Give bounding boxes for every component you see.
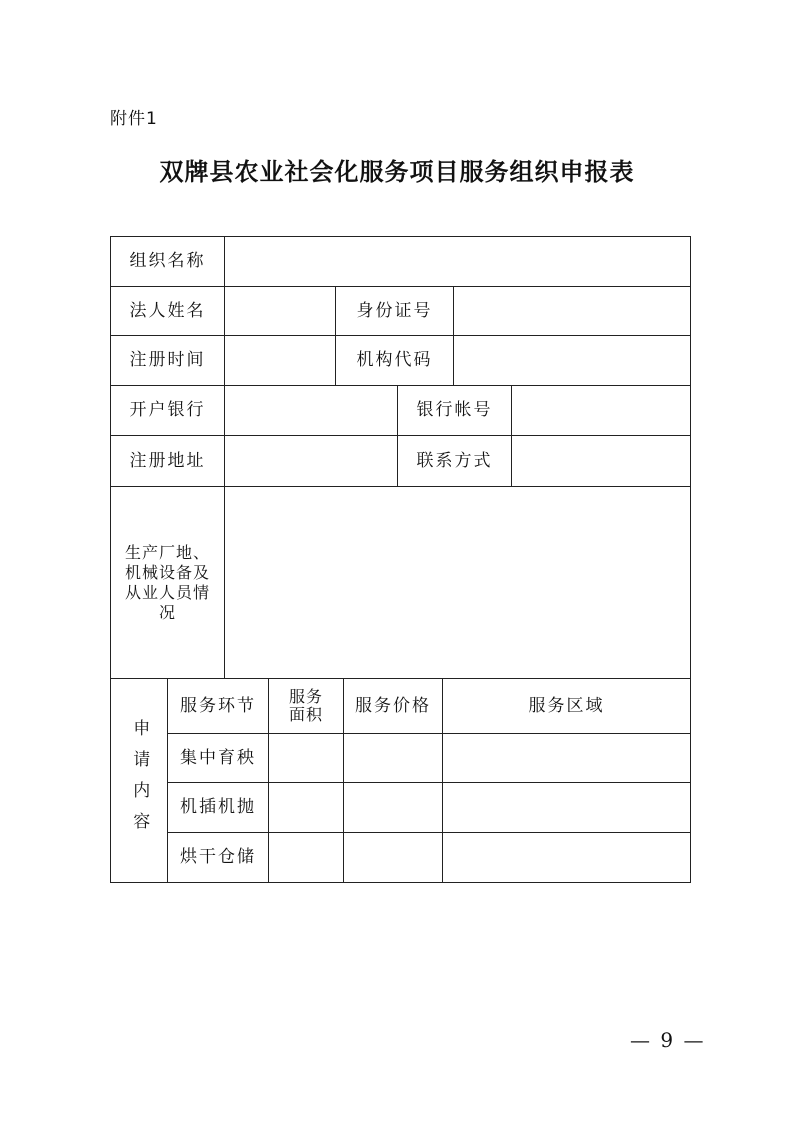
legal-person-label: 法人姓名 [129, 300, 206, 321]
bank-label: 开户银行 [129, 400, 206, 421]
contact-label: 联系方式 [416, 450, 493, 471]
service-area-header [269, 679, 343, 733]
attachment-label: 附件1 [110, 109, 158, 129]
application-section-label: 申请内容 [129, 718, 150, 843]
production-label-line: 机械设备及 [124, 562, 210, 582]
registration-time-label: 注册时间 [129, 350, 206, 371]
service-region-cell[interactable] [443, 833, 690, 882]
production-label-line: 生产厂地、 [124, 542, 210, 562]
table-border-bottom [110, 882, 691, 883]
institution-code-field[interactable] [454, 336, 690, 385]
institution-code-label: 机构代码 [356, 350, 433, 371]
org-name-field[interactable] [225, 237, 690, 286]
bank-field[interactable] [225, 386, 397, 435]
registered-address-label: 注册地址 [129, 450, 206, 471]
service-segment-cell: 机插机抛 [180, 797, 256, 818]
bank-account-field[interactable] [512, 386, 690, 435]
service-area-cell[interactable] [269, 783, 343, 832]
production-label-line: 况 [158, 602, 176, 622]
bank-account-label: 银行帐号 [416, 400, 493, 421]
id-number-field[interactable] [454, 287, 690, 335]
service-area-header-line: 服务 [288, 686, 323, 706]
service-price-cell[interactable] [344, 734, 442, 782]
form-title: 双牌县农业社会化服务项目服务组织申报表 [159, 157, 635, 186]
production-field[interactable] [225, 487, 690, 678]
service-region-cell[interactable] [443, 734, 690, 782]
service-segment-cell: 烘干仓储 [180, 847, 256, 868]
service-area-header-line: 面积 [288, 705, 323, 724]
service-region-cell[interactable] [443, 783, 690, 832]
service-segment-header: 服务环节 [180, 695, 256, 716]
service-price-cell[interactable] [344, 783, 442, 832]
production-label [111, 487, 224, 678]
service-price-header: 服务价格 [355, 695, 431, 716]
service-segment-cell: 集中育秧 [180, 747, 256, 768]
registration-time-field[interactable] [225, 336, 335, 385]
contact-field[interactable] [512, 436, 690, 486]
service-area-cell[interactable] [269, 833, 343, 882]
table-border-right [690, 236, 691, 883]
registered-address-field[interactable] [225, 436, 397, 486]
service-area-cell[interactable] [269, 734, 343, 782]
org-name-label: 组织名称 [129, 251, 206, 272]
legal-person-field[interactable] [225, 287, 335, 335]
id-number-label: 身份证号 [356, 300, 433, 321]
production-label-line: 从业人员情 [124, 582, 210, 602]
service-region-header: 服务区域 [528, 695, 605, 716]
service-price-cell[interactable] [344, 833, 442, 882]
page-number: — 9 — [630, 1028, 706, 1052]
